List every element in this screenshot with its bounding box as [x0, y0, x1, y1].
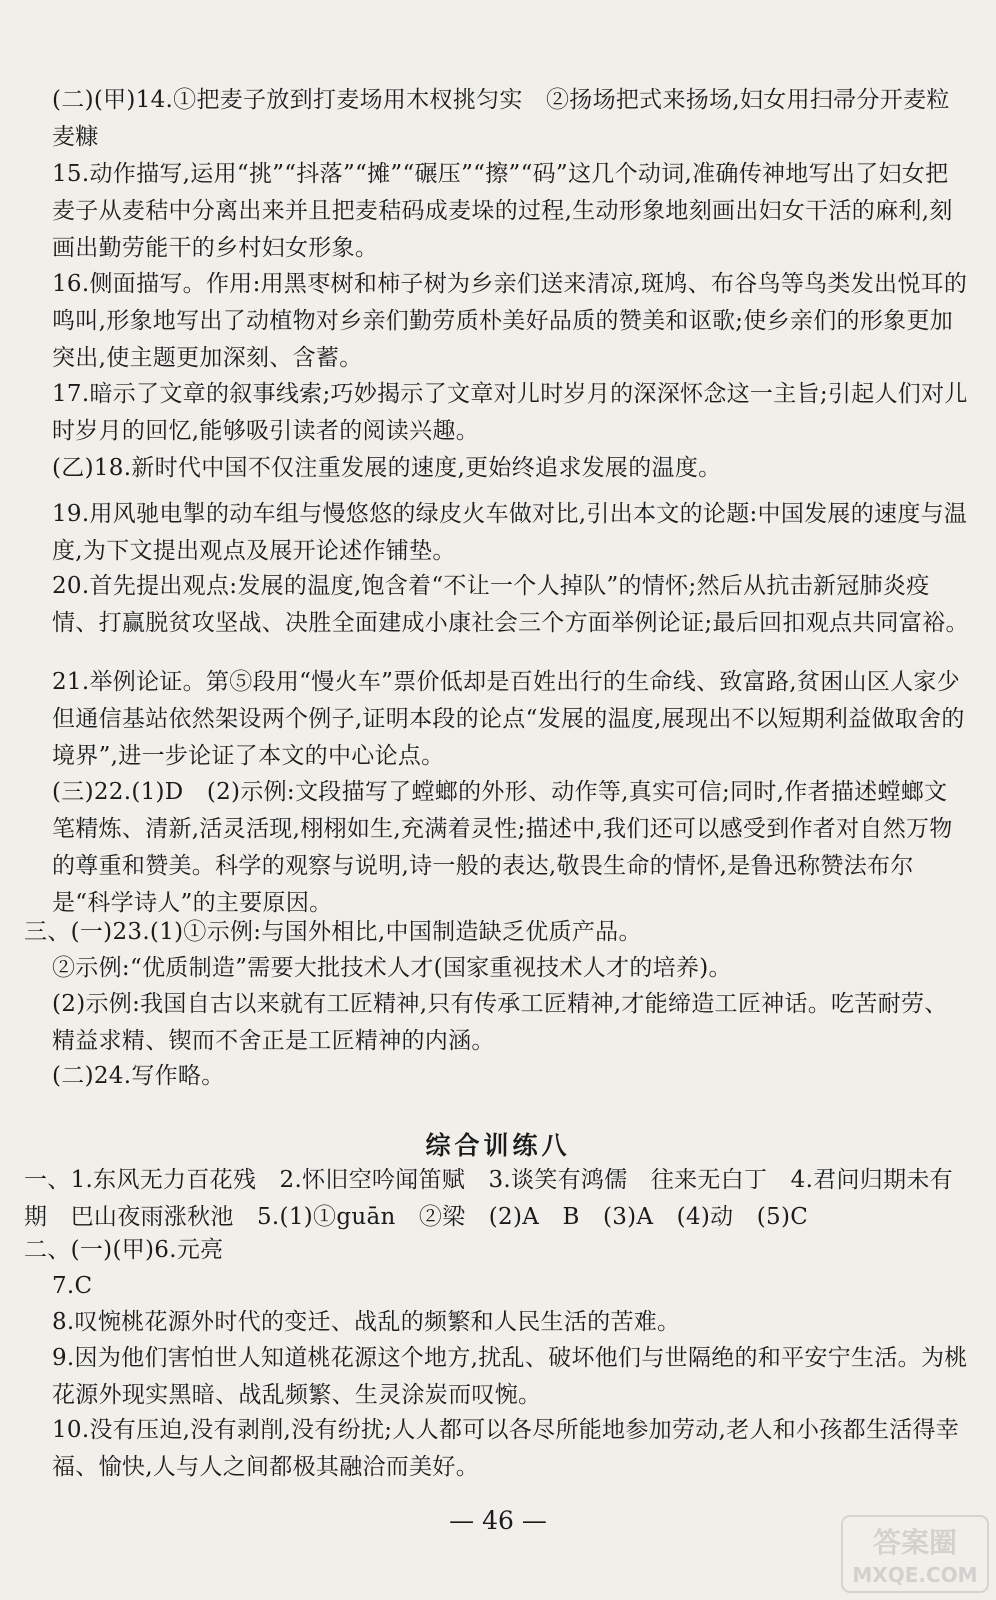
- answer-6: 二、(一)(甲)6.元亮: [24, 1237, 224, 1263]
- answer-23-1: 三、(一)23.(1)①示例:与国外相比,中国制造缺乏优质产品。: [24, 919, 642, 945]
- answer-19: 19.用风驰电掣的动车组与慢悠悠的绿皮火车做对比,引出本文的论题:中国发展的速度与温度,为下文提出观点及展开论述作铺垫。: [52, 501, 968, 564]
- answer-part1: 一、1.东风无力百花残 2.怀旧空吟闻笛赋 3.谈笑有鸿儒 往来无白丁 4.君问归期未有期 巴山夜雨涨秋池 5.(1)①guān ②梁 (2)A B (3)A (4)动 (5)C: [24, 1167, 953, 1230]
- answer-23-1b: ②示例:“优质制造”需要大批技术人才(国家重视技术人才的培养)。: [52, 955, 732, 981]
- answer-20: 20.首先提出观点:发展的温度,饱含着“不让一个人掉队”的情怀;然后从抗击新冠肺炎疫情、打赢脱贫攻坚战、决胜全面建成小康社会三个方面举例论证;最后回扣观点共同富裕。: [52, 573, 969, 636]
- answer-17: 17.暗示了文章的叙事线索;巧妙揭示了文章对儿时岁月的深深怀念这一主旨;引起人们对儿时岁月的回忆,能够吸引读者的阅读兴趣。: [52, 381, 968, 444]
- watermark-top: 答案圈: [872, 1526, 958, 1559]
- answer-14: (二)(甲)14.①把麦子放到打麦场用木杈挑匀实 ②扬场把式来扬场,妇女用扫帚分开麦粒麦糠: [52, 87, 950, 150]
- answer-15: 15.动作描写,运用“挑”“抖落”“摊”“碾压”“擦”“码”这几个动词,准确传神地写出了妇女把麦子从麦秸中分离出来并且把麦秸码成麦垛的过程,生动形象地刻画出妇女干活的麻利,刻画出勤劳能干的乡村妇女形象。: [52, 161, 953, 261]
- page-number: — 46 —: [449, 1506, 547, 1535]
- answer-8: 8.叹惋桃花源外时代的变迁、战乱的频繁和人民生活的苦难。: [52, 1309, 681, 1335]
- answer-7: 7.C: [52, 1273, 93, 1299]
- answer-24: (二)24.写作略。: [52, 1063, 225, 1089]
- answer-9: 9.因为他们害怕世人知道桃花源这个地方,扰乱、破坏他们与世隔绝的和平安宁生活。为桃花源外现实黑暗、战乱频繁、生灵涂炭而叹惋。: [52, 1345, 968, 1408]
- section-title: 综合训练八: [425, 1131, 571, 1160]
- answer-16: 16.侧面描写。作用:用黑枣树和柿子树为乡亲们送来清凉,斑鸠、布谷鸟等鸟类发出悦耳的鸣叫,形象地写出了动植物对乡亲们勤劳质朴美好品质的赞美和讴歌;使乡亲们的形象更加突出,使主题更加深刻、含蓄。: [52, 271, 968, 371]
- answer-18: (乙)18.新时代中国不仅注重发展的速度,更始终追求发展的温度。: [52, 455, 722, 481]
- watermark-logo: [840, 1514, 990, 1594]
- answer-10: 10.没有压迫,没有剥削,没有纷扰;人人都可以各尽所能地参加劳动,老人和小孩都生活得幸福、愉快,人与人之间都极其融洽而美好。: [52, 1417, 960, 1480]
- answer-22: (三)22.(1)D (2)示例:文段描写了螳螂的外形、动作等,真实可信;同时,作者描述螳螂文笔精炼、清新,活灵活现,栩栩如生,充满着灵性;描述中,我们还可以感受到作者对自然万物的尊重和赞美。科学的观察与说明,诗一般的表达,敬畏生命的情怀,是鲁迅称赞法布尔是“科学诗人”的主要原因。: [52, 779, 953, 916]
- watermark-bottom: MXQE.COM: [852, 1563, 978, 1587]
- answer-23-2: (2)示例:我国自古以来就有工匠精神,只有传承工匠精神,才能缔造工匠神话。吃苦耐劳、精益求精、锲而不舍正是工匠精神的内涵。: [52, 991, 948, 1054]
- answer-21: 21.举例论证。第⑤段用“慢火车”票价低却是百姓出行的生命线、致富路,贫困山区人家少但通信基站依然架设两个例子,证明本段的论点“发展的温度,展现出不以短期利益做取舍的境界”,进一步论证了本文的中心论点。: [52, 669, 965, 769]
